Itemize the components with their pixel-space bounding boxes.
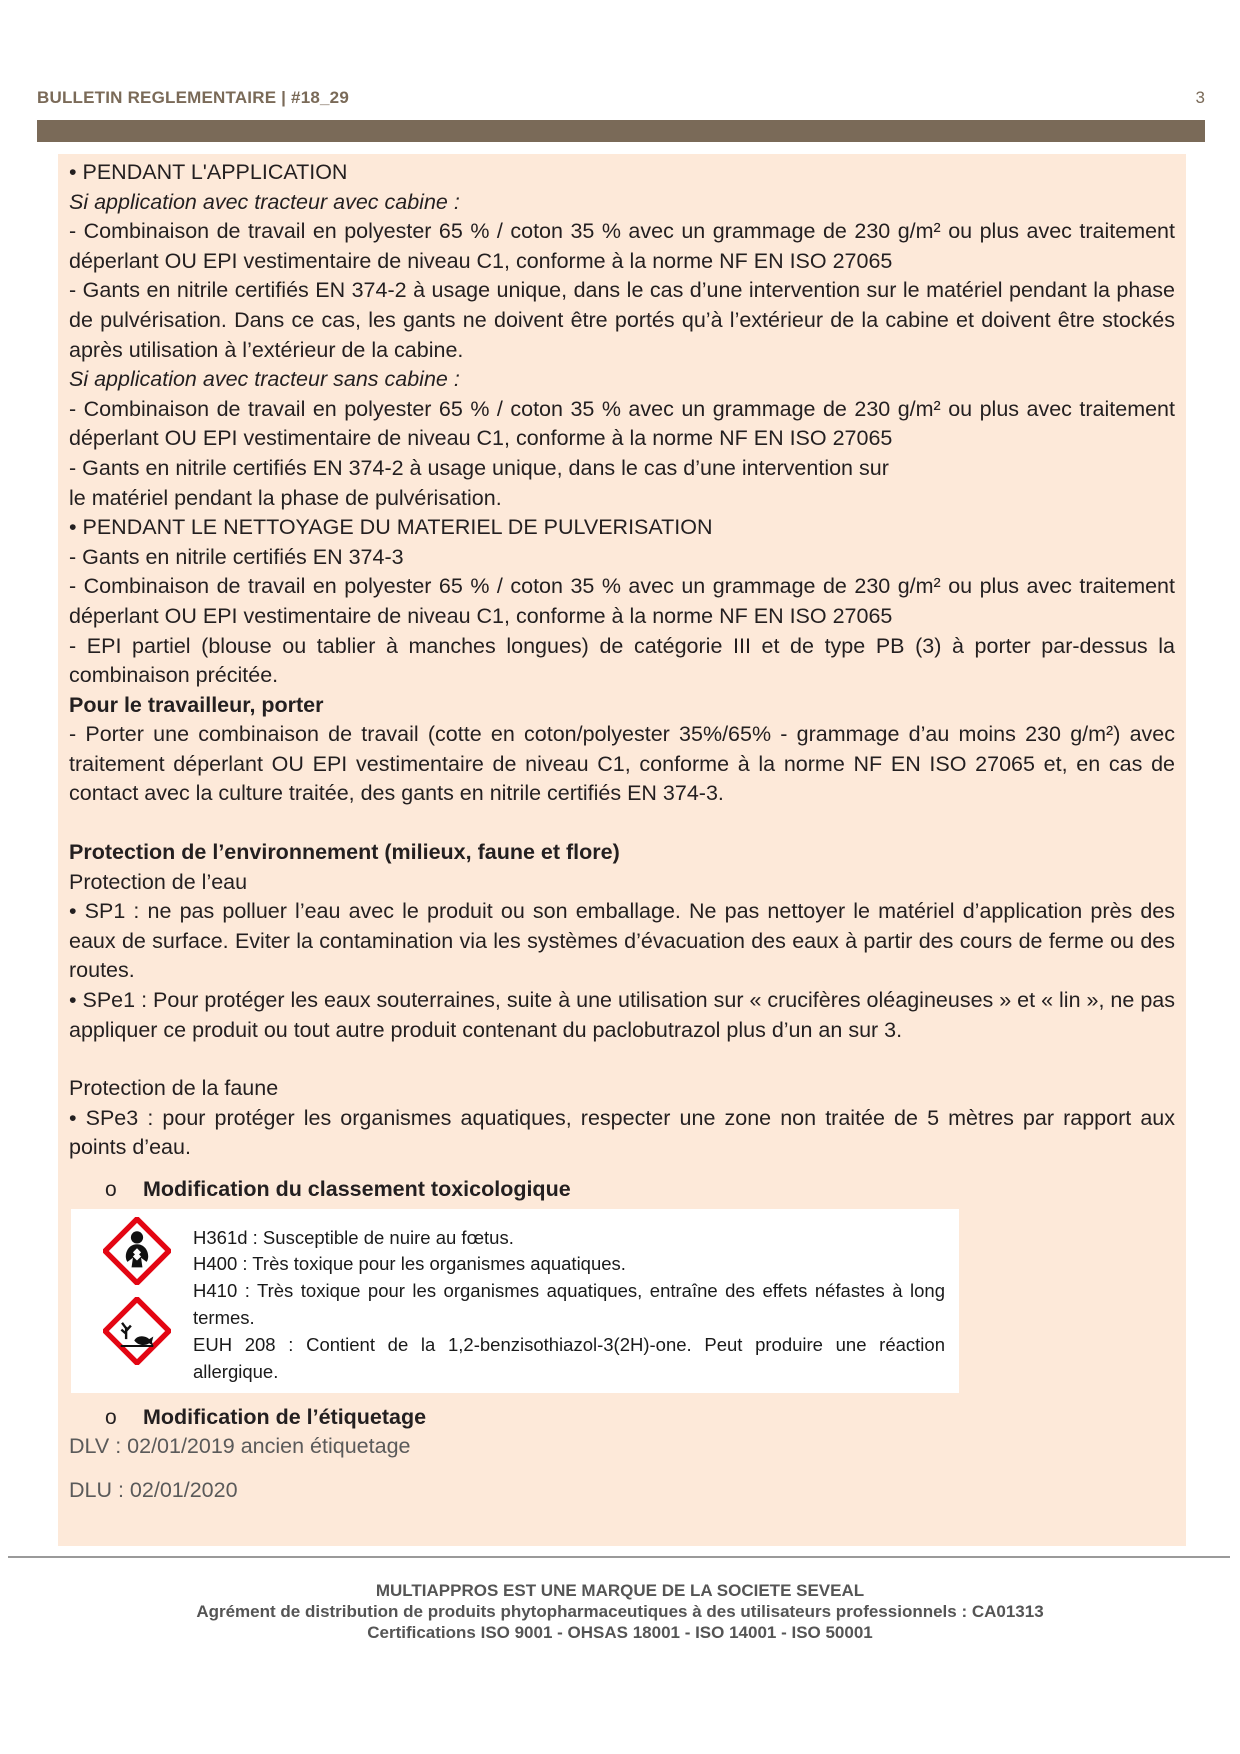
spe3-statement: • SPe3 : pour protéger les organismes aquatiques, respecter une zone non traitée de 5 mètres par rapport aux points d’eau. <box>69 1105 1175 1160</box>
environment-heading: Protection de l’environnement (milieux, faune et flore) <box>69 840 620 865</box>
spacer <box>69 809 1175 838</box>
labeling-title: Modification de l’étiquetage <box>143 1404 427 1429</box>
h410-statement: H410 : Très toxique pour les organismes aquatiques, entraîne des effets néfastes à long termes. <box>193 1280 945 1328</box>
cleaning-item-3: - EPI partiel (blouse ou tablier à manches longues) de catégorie III et de type PB (3) à porter par-dessus la combinaison précitée. <box>69 633 1175 688</box>
worker-heading: Pour le travailleur, porter <box>69 692 324 717</box>
hazard-statements <box>193 1225 945 1386</box>
no-cabin-item-2-line-1: - Gants en nitrile certifiés EN 374-2 à usage unique, dans le cas d’une intervention sur <box>69 455 889 480</box>
fauna-heading: Protection de la faune <box>69 1076 279 1101</box>
footer-brand: MULTIAPPROS EST UNE MARQUE DE LA SOCIETE SEVEAL <box>375 1581 865 1600</box>
footer-certifications: Certifications ISO 9001 - OHSAS 18001 - ISO 14001 - ISO 50001 <box>367 1623 873 1642</box>
cleaning-heading: • PENDANT LE NETTOYAGE DU MATERIEL DE PULVERISATION <box>69 515 713 540</box>
header-bar <box>37 120 1205 142</box>
no-cabin-subheading: Si application avec tracteur sans cabine : <box>69 367 460 392</box>
h400-statement: H400 : Très toxique pour les organismes aquatiques. <box>193 1253 626 1275</box>
spacer <box>69 1462 1175 1476</box>
hazard-panel <box>71 1209 959 1393</box>
spe1-statement: • SPe1 : Pour protéger les eaux souterraines, suite à une utilisation sur « crucifères oléagineuses » et « lin », ne pas appliquer ce produit ou tout autre produit contenant du paclobutrazol plus d’un an sur 3. <box>69 988 1175 1042</box>
tox-classification-heading <box>69 1175 1175 1205</box>
application-heading: • PENDANT L'APPLICATION <box>69 160 348 184</box>
cabin-subheading: Si application avec tracteur avec cabine : <box>69 189 460 214</box>
page-header <box>37 88 1205 112</box>
cleaning-item-1: - Gants en nitrile certifiés EN 374-3 <box>69 544 404 569</box>
circle-bullet-icon: o <box>105 1178 117 1201</box>
environment-hazard-icon <box>103 1297 171 1365</box>
health-hazard-icon <box>103 1217 171 1285</box>
bulletin-title: BULLETIN REGLEMENTAIRE | #18_29 <box>37 88 349 107</box>
spacer <box>69 1045 1175 1074</box>
footer-divider <box>8 1556 1230 1558</box>
worker-item: - Porter une combinaison de travail (cotte en coton/polyester 35%/65% - grammage d’au moins 230 g/m²) avec traitement déperlant OU EPI vestimentaire de niveau C1, conforme à la norme NF EN ISO 27065 et, en cas de contact avec la culture traitée, des gants en nitrile certifiés EN 374-3. <box>69 722 1175 806</box>
no-cabin-item-1: - Combinaison de travail en polyester 65 % / coton 35 % avec un grammage de 230 g/m² ou plus avec traitement déperlant OU EPI vestimentaire de niveau C1, conforme à la norme NF EN ISO 27065 <box>69 396 1175 451</box>
water-heading: Protection de l’eau <box>69 869 248 894</box>
euh208-statement: EUH 208 : Contient de la 1,2-benzisothiazol-3(2H)-one. Peut produire une réaction allergique. <box>193 1333 945 1382</box>
cabin-item-2: - Gants en nitrile certifiés EN 374-2 à usage unique, dans le cas d’une intervention sur le matériel pendant la phase de pulvérisation. Dans ce cas, les gants ne doivent être portés qu’à l’extérieur de la cabine et doivent être stockés après utilisation à l’extérieur de la cabine. <box>69 278 1175 362</box>
dlv-date: DLV : 02/01/2019 ancien étiquetage <box>69 1434 411 1459</box>
footer-agreement: Agrément de distribution de produits phytopharmaceutiques à des utilisateurs professionnels : CA01313 <box>196 1602 1044 1621</box>
page-footer <box>0 1580 1240 1643</box>
h361d-statement: H361d : Susceptible de nuire au fœtus. <box>193 1226 514 1248</box>
labeling-heading <box>69 1403 1175 1433</box>
tox-classification-title: Modification du classement toxicologique <box>143 1177 571 1201</box>
no-cabin-item-2-line-2: le matériel pendant la phase de pulvérisation. <box>69 485 502 510</box>
cabin-item-1: - Combinaison de travail en polyester 65 % / coton 35 % avec un grammage de 230 g/m² ou plus avec traitement déperlant OU EPI vestimentaire de niveau C1, conforme à la norme NF EN ISO 27065 <box>69 219 1175 273</box>
page-number: 3 <box>1195 88 1205 107</box>
main-content <box>69 158 1175 1505</box>
cleaning-item-2: - Combinaison de travail en polyester 65 % / coton 35 % avec un grammage de 230 g/m² ou plus avec traitement déperlant OU EPI vestimentaire de niveau C1, conforme à la norme NF EN ISO 27065 <box>69 574 1175 628</box>
circle-bullet-icon: o <box>105 1405 117 1429</box>
sp1-statement: • SP1 : ne pas polluer l’eau avec le produit ou son emballage. Ne pas nettoyer le matériel d’application près des eaux de surface. Eviter la contamination via les systèmes d’évacuation des eaux à partir des cours de ferme ou des routes. <box>69 899 1175 983</box>
dlu-date: DLU : 02/01/2020 <box>69 1477 238 1502</box>
